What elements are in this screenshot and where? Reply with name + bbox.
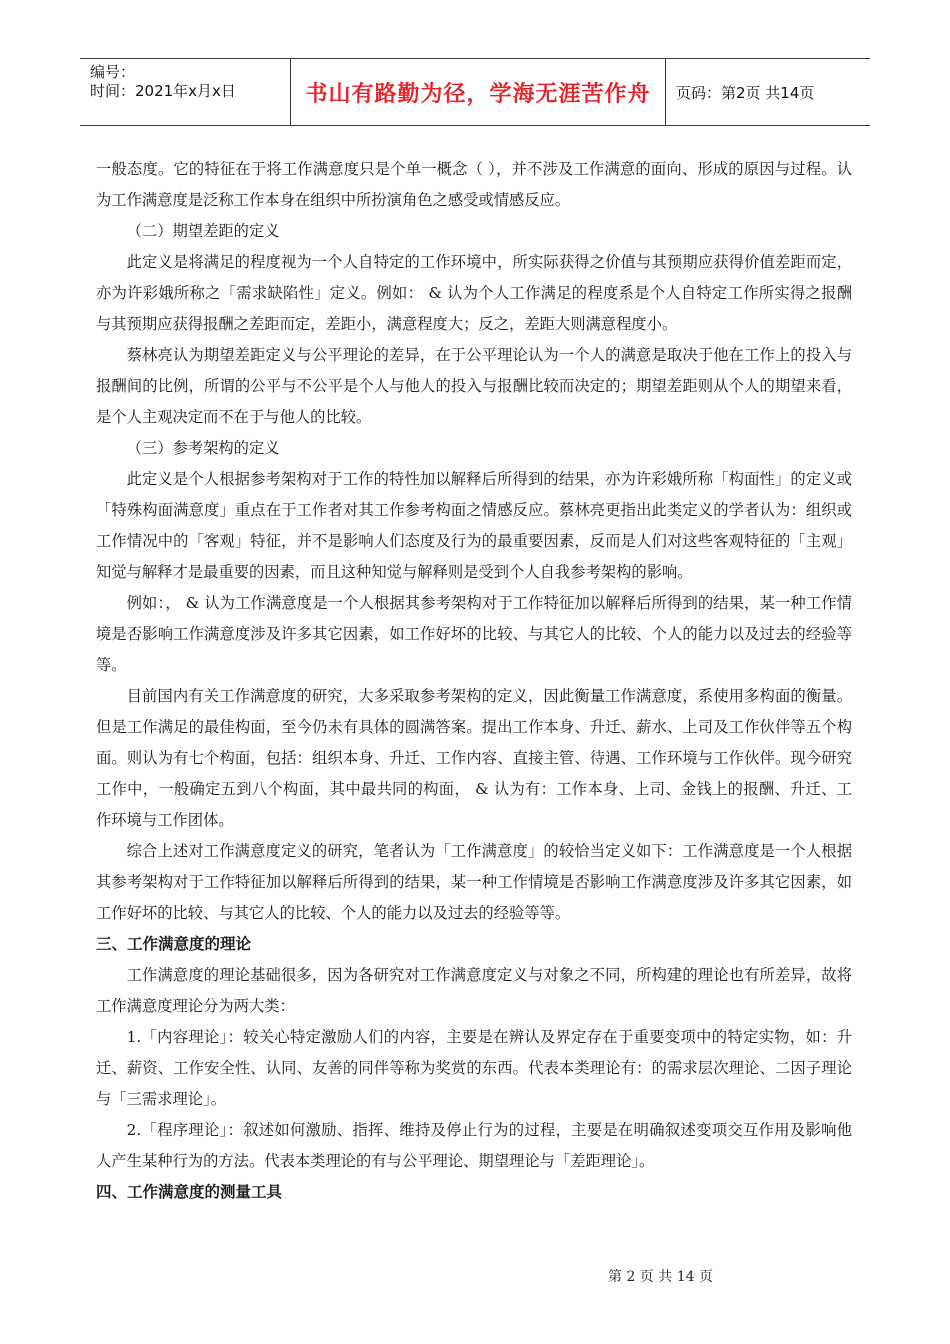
header-motto: 书山有路勤为径，学海无涯苦作舟 (291, 59, 666, 125)
subsection-heading: （三）参考架构的定义 (126, 439, 280, 457)
header-page-label: 页码：第2页 共14页 (676, 83, 815, 102)
paragraph: 目前国内有关工作满意度的研究，大多采取参考架构的定义，因此衡量工作满意度，系使用多构面的衡量。但是工作满足的最佳构面，至今仍未有具体的圆满答案。提出工作本身、升迁、薪水、上司及工作伙伴等五个构面。则认为有七个构面，包括：组织本身、升迁、工作内容、直接主管、待遇、工作环境与工作伙伴。现今研究工作中，一般确定五到八个构面，其中最共同的构面， & 认为有：工作本身、上司、金钱上的报酬、升迁、工作环境与工作团体。 (96, 687, 852, 829)
paragraph: 工作满意度的理论基础很多，因为各研究对工作满意度定义与对象之不同，所构建的理论也有所差异，故将工作满意度理论分为两大类： (96, 966, 852, 1015)
section-heading: 三、工作满意度的理论 (96, 935, 252, 953)
list-item: 2.「程序理论」：叙述如何激励、指挥、维持及停止行为的过程，主要是在明确叙述变项交互作用及影响他人产生某种行为的方法。代表本类理论的有与公平理论、期望理论与「差距理论」。 (96, 1121, 852, 1170)
paragraph: 蔡林亮认为期望差距定义与公平理论的差异，在于公平理论认为一个人的满意是取决于他在工作上的投入与报酬间的比例，所谓的公平与不公平是个人与他人的投入与报酬比较而决定的；期望差距则从个人的期望来看，是个人主观决定而不在于与他人的比较。 (96, 346, 852, 426)
section-heading: 四、工作满意度的测量工具 (96, 1183, 283, 1201)
paragraph: 综合上述对工作满意度定义的研究，笔者认为「工作满意度」的较恰当定义如下：工作满意度是一个人根据其参考架构对于工作特征加以解释后所得到的结果，某一种工作情境是否影响工作满意度涉及许多其它因素，如工作好坏的比较、与其它人的比较、个人的能力以及过去的经验等等。 (96, 842, 852, 922)
page-footer: 第 2 页 共 14 页 (608, 1269, 713, 1285)
document-time-label: 时间：2021年x月x日 (90, 82, 236, 100)
paragraph: 一般态度。它的特征在于将工作满意度只是个单一概念（ ），并不涉及工作满意的面向、形成的原因与过程。认为工作满意度是泛称工作本身在组织中所扮演角色之感受或情感反应。 (96, 160, 852, 209)
paragraph: 此定义是个人根据参考架构对于工作的特性加以解释后所得到的结果，亦为许彩娥所称「构面性」的定义或「特殊构面满意度」重点在于工作者对其工作参考构面之情感反应。蔡林亮更指出此类定义的学者认为：组织或工作情况中的「客观」特征，并不是影响人们态度及行为的最重要因素，反而是人们对这些客观特征的「主观」知觉与解释才是最重要的因素，而且这种知觉与解释则是受到个人自我参考架构的影响。 (96, 470, 852, 581)
list-item: 1.「内容理论」：较关心特定激励人们的内容，主要是在辨认及界定存在于重要变项中的特定实物，如：升迁、薪资、工作安全性、认同、友善的同伴等称为奖赏的东西。代表本类理论有：的需求层次理论、二因子理论与「三需求理论」。 (96, 1028, 852, 1108)
document-body (96, 154, 852, 1208)
document-number-label: 编号： (90, 63, 136, 81)
header-meta (80, 59, 291, 125)
subsection-heading: （二）期望差距的定义 (126, 222, 280, 240)
page-header (80, 58, 870, 126)
paragraph: 例如：， & 认为工作满意度是一个人根据其参考架构对于工作特征加以解释后所得到的结果，某一种工作情境是否影响工作满意度涉及许多其它因素，如工作好坏的比较、与其它人的比较、个人的能力以及过去的经验等等。 (96, 594, 852, 674)
paragraph: 此定义是将满足的程度视为一个人自特定的工作环境中，所实际获得之价值与其预期应获得价值差距而定，亦为许彩娥所称之「需求缺陷性」定义。例如： & 认为个人工作满足的程度系是个人自特定工作所实得之报酬与其预期应获得报酬之差距而定，差距小，满意程度大；反之，差距大则满意程度小。 (96, 253, 852, 333)
